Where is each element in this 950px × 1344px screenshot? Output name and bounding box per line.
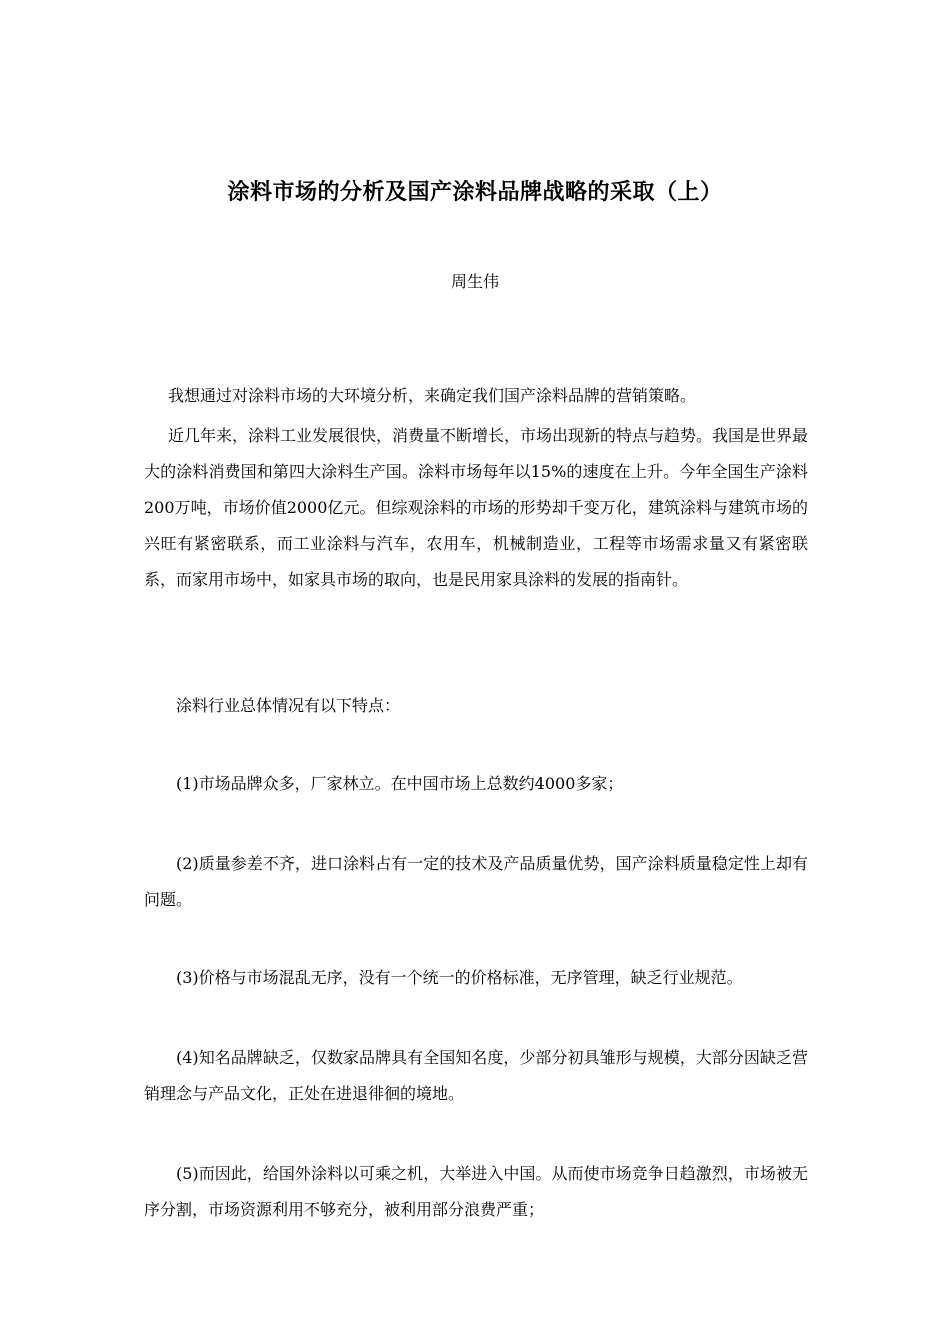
feature-point-3: (3)价格与市场混乱无序，没有一个统一的价格标准，无序管理，缺乏行业规范。 xyxy=(176,968,743,987)
feature-point-4: (4)知名品牌缺乏，仅数家品牌具有全国知名度，少部分初具雏形与规模，大部分因缺乏营销理念与产品文化，正处在进退徘徊的境地。 xyxy=(144,1048,808,1103)
feature-point-1: (1)市场品牌众多，厂家林立。在中国市场上总数约4000多家； xyxy=(176,774,624,793)
feature-point-5: (5)而因此，给国外涂料以可乘之机，大举进入中国。从而使市场竞争日趋激烈，市场被无序分割，市场资源利用不够充分，被利用部分浪费严重； xyxy=(144,1164,808,1219)
intro-paragraph: 我想通过对涂料市场的大环境分析，来确定我们国产涂料品牌的营销策略。 xyxy=(168,386,697,405)
document-author: 周生伟 xyxy=(450,272,499,291)
document-title: 涂料市场的分析及国产涂料品牌战略的采取（上） xyxy=(227,179,723,205)
features-heading: 涂料行业总体情况有以下特点： xyxy=(176,696,401,715)
overview-paragraph: 近几年来，涂料工业发展很快，消费量不断增长，市场出现新的特点与趋势。我国是世界最大的涂料消费国和第四大涂料生产国。涂料市场每年以15%的速度在上升。今年全国生产涂料200万吨，市场价值2000亿元。但综观涂料的市场的形势却千变万化，建筑涂料与建筑市场的兴旺有紧密联系，而工业涂料与汽车，农用车，机械制造业，工程等市场需求量又有紧密联系，而家用市场中，如家具市场的取向，也是民用家具涂料的发展的指南针。 xyxy=(144,426,809,589)
feature-point-2: (2)质量参差不齐，进口涂料占有一定的技术及产品质量优势，国产涂料质量稳定性上却有问题。 xyxy=(144,854,808,909)
